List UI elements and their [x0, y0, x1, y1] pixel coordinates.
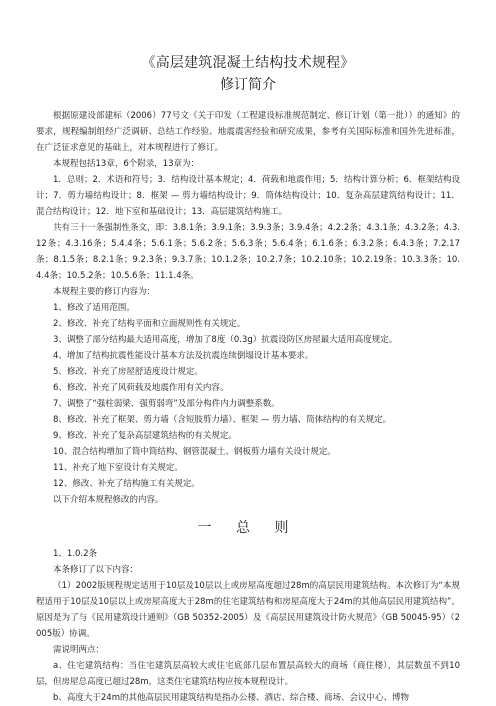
revision-item: 9、修改、补充了复杂高层建筑结构的有关规定。 — [53, 431, 237, 441]
document-title: 《高层建筑混凝土结构技术规程》 — [141, 55, 355, 71]
revision-item: 6、修改、补充了风荷载及地震作用有关内容。 — [53, 383, 229, 393]
revision-item: 12、修改、补充了结构施工有关规定。 — [53, 479, 200, 489]
revision-outro: 以下介绍本规程修改的内容。 — [53, 495, 164, 505]
intro-paragraph: 根据原建设部建标（2006）77号文《关于印发（工程建设标准规范制定、修订计划（第一批））的通知》的要求，规程编制组经广泛调研、总结工作经验、地震震害经验和研究成果，参考有关国际标准和国外先进标准，在广泛征求意见的基础上，对本规程进行了修订。 — [36, 111, 460, 153]
revision-item: 1、修改了适用范围。 — [53, 303, 135, 313]
clause-paragraph: b、高度大于24m的其他高层民用建筑结构是指办公楼、酒店、综合楼、商场、会议中心、博物 — [53, 693, 409, 703]
revision-item: 7、调整了“强柱弱梁、强剪弱弯”及部分构件内力调整系数。 — [53, 399, 280, 409]
mandatory-clauses: 共有三十一条强制性条文，即：3.8.1条；3.9.1条；3.9.3条；3.9.4条；4.2.2条；4.3.1条；4.3.2条；4.3.12条；4.3.16条；5.4.4条；5.6.1条；5.6.2条；5.6.3条；5.6.4条；6.1.6条；6.3.2条；6.4.3条；7.2.17条；8.1.5条；8.2.1条；9.2.3条；9.3.7条；10.1.2条；10.2.7条；10.2.10条；10.2.19条；10.3.3条；10.4.4条；10.5.2条；10.5.6条；11.1.4条。 — [36, 223, 460, 281]
revision-item: 3、调整了部分结构最大适用高度，增加了8度（0.3g）抗震设防区房屋最大适用高度规定。 — [53, 335, 398, 345]
section-title-general: 一 总 则 — [197, 520, 299, 536]
clause-paragraph: a、住宅建筑结构：当住宅建筑层高较大或住宅底部几层布置层高较大的商场（商住楼），其层数虽不到10层，但房屋总高度已超过28m，这类住宅建筑结构应按本规程设计。 — [36, 661, 460, 687]
revision-item: 8、修改、补充了框架、剪力墙（含短肢剪力墙）、框架 — 剪力墙、筒体结构的有关规定。 — [53, 415, 392, 425]
clause-heading: 1、1.0.2条 — [53, 549, 98, 559]
clause-paragraph: （1）2002版规程规定适用于10层及10层以上或房屋高度超过28m的高层民用建筑结构。本次修订为“本规程适用于10层及10层以上或房屋高度大于28m的住宅建筑结构和房屋高度大于24m的其他高层民用建筑结构”。原因是为了与《民用建筑设计通则》（GB 50352-2005）及《高层民用建筑设计防火规范》（GB 50045-95）（2005版）协调。 — [36, 581, 460, 639]
revision-item: 11、补充了地下室设计有关规定。 — [53, 463, 183, 473]
revision-item: 5、修改、补充了房屋舒适度设计规定。 — [53, 367, 203, 377]
revision-item: 2、修改、补充了结构平面和立面规则性有关规定。 — [53, 319, 246, 329]
chapters-list: 1．总则；2．术语和符号；3．结构设计基本规定；4．荷载和地震作用；5．结构计算分析；6．框架结构设计；7．剪力墙结构设计；8．框架 — 剪力墙结构设计；9．筒体结构设计；10．复杂高层建筑结构设计；11．混合结构设计；12．地下室和基础设计；13．高层建筑结构施工。 — [36, 175, 460, 217]
revision-item: 10、混合结构增加了筒中筒结构、钢管混凝土、钢板剪力墙有关设计规定。 — [53, 447, 336, 457]
clause-paragraph: 本条修订了以下内容： — [53, 565, 139, 575]
document-subtitle: 修订简介 — [220, 77, 276, 93]
document-body — [36, 108, 460, 706]
clause-paragraph: 需说明两点： — [53, 645, 105, 655]
revision-intro: 本规程主要的修订内容为： — [53, 287, 156, 297]
chapters-intro: 本规程包括13章，6个附录，13章为： — [53, 159, 200, 169]
revision-item: 4、增加了结构抗震性能设计基本方法及抗震连续倒塌设计基本要求。 — [53, 351, 314, 361]
